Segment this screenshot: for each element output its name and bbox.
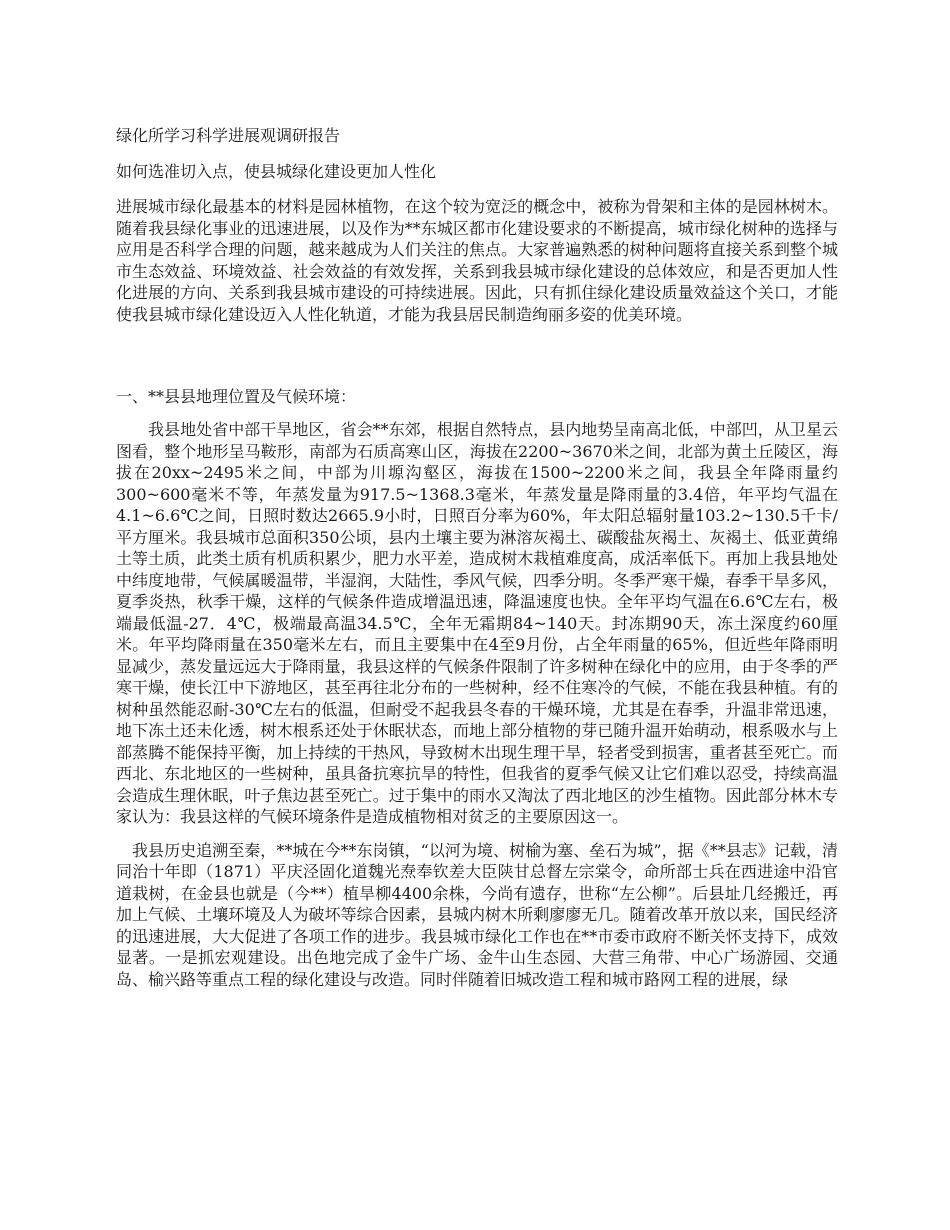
section-heading: 一、**县县地理位置及气候环境： (116, 387, 357, 406)
intro-paragraph: 进展城市绿化最基本的材料是园林植物，在这个较为宽泛的概念中，被称为骨架和主体的是园林树木。随着我县绿化事业的迅速进展，以及作为**东城区都市化建设要求的不断提高，城市绿化树种的选择与应用是否科学合理的问题，越来越成为人们关注的焦点。大家普遍熟悉的树种问题将直接关系到整个城市生态效益、环境效益、社会效益的有效发挥，关系到我县城市绿化建设的总体效应，和是否更加人性化进展的方向、关系到我县城市建设的可持续进展。因此，只有抓住绿化建设质量效益这个关口，才能使我县城市绿化建设迈入人性化轨道，才能为我县居民制造绚丽多姿的优美环境。 (116, 197, 838, 324)
document-title: 绿化所学习科学进展观调研报告 (116, 126, 341, 145)
climate-paragraph: 我县地处省中部干旱地区，省会**东郊，根据自然特点，县内地势呈南高北低，中部凹，从卫星云图看，整个地形呈马鞍形，南部为石质高寒山区，海拔在2200~3670米之间，北部为黄土丘陵区，海拔在20xx~2495米之间，中部为川塬沟壑区，海拔在1500~2200米之间，我县全年降雨量约300~600毫米不等，年蒸发量为917.5~1368.3毫米，年蒸发量是降雨量的3.4倍，年平均气温在4.1~6.6℃之间，日照时数达2665.9小时，日照百分率为60%，年太阳总辐射量103.2~130.5千卡/平方厘米。我县城市总面积350公顷，县内土壤主要为淋溶灰褐土、碳酸盐灰褐土、灰褐土、低亚黄绵土等土质，此类土质有机质积累少，肥力水平差，造成树木栽植难度高，成活率低下。再加上我县地处中纬度地带，气候属暖温带，半湿润，大陆性，季风气候，四季分明。冬季严寒干燥，春季干旱多风，夏季炎热，秋季干燥，这样的气候条件造成增温迅速，降温速度也快。全年平均气温在6.6℃左右，极端最低温-27．4℃，极端最高温34.5℃，全年无霜期84~140天。封冻期90天，冻土深度约60厘米。年平均降雨量在350毫米左右，而且主要集中在4至9月份，占全年雨量的65%，但近些年降雨明显减少，蒸发量远远大于降雨量，我县这样的气候条件限制了许多树种在绿化中的应用，由于冬季的严寒干燥，使长江中下游地区，甚至再往北分布的一些树种，经不住寒冷的气候，不能在我县种植。有的树种虽然能忍耐-30℃左右的低温，但耐受不起我县冬春的干燥环境，尤其是在春季，升温非常迅速，地下冻土还未化透，树木根系还处于休眠状态，而地上部分植物的芽已随升温开始萌动，根系吸水与上部蒸腾不能保持平衡，加上持续的干热风，导致树木出现生理干旱，轻者受到损害，重者甚至死亡。而西北、东北地区的一些树种，虽具备抗寒抗旱的特性，但我省的夏季气候又让它们难以忍受，持续高温会造成生理休眠，叶子焦边甚至死亡。过于集中的雨水又淘汰了西北地区的沙生植物。因此部分林木专家认为：我县这样的气候环境条件是造成植物相对贫乏的主要原因这一。 (116, 420, 838, 826)
document-page (116, 124, 838, 990)
history-paragraph: 我县历史追溯至秦，**城在今**东岗镇，“以河为境、树榆为塞、垒石为城”，据《**县志》记载，清同治十年即（1871）平庆泾固化道魏光焘奉钦差大臣陕甘总督左宗棠令，命所部士兵在西进途中沿官道栽树，在金县也就是（今**）植旱柳4400余株，今尚有遗存，世称“左公柳”。后县址几经搬迁，再加上气候、土壤环境及人为破坏等综合因素，县城内树木所剩廖廖无几。随着改革开放以来，国民经济的迅速进展，大大促进了各项工作的进步。我县城市绿化工作也在**市委市政府不断关怀支持下，成效显著。一是抓宏观建设。出色地完成了金牛广场、金牛山生态园、大营三角带、中心广场游园、交通岛、榆兴路等重点工程的绿化建设与改造。同时伴随着旧城改造工程和城市路网工程的进展，绿 (116, 840, 838, 989)
document-subtitle: 如何选准切入点，使县城绿化建设更加人性化 (116, 162, 437, 181)
